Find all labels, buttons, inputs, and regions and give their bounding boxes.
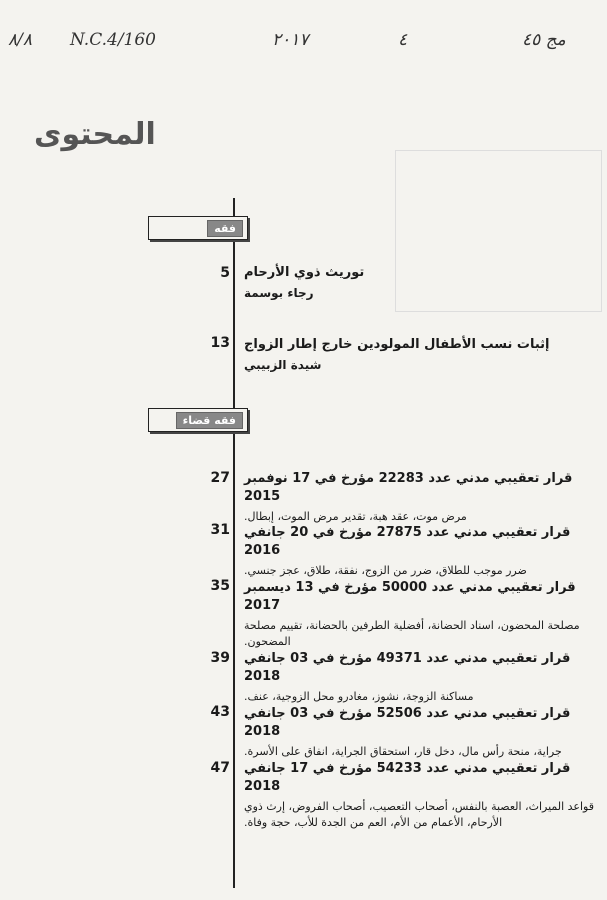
- entry-title: توريث ذوي الأرحام: [244, 265, 365, 280]
- entry-title: قرار تعقيبي مدني عدد 54233 مؤرخ في 17 جانفي 2018: [244, 761, 571, 794]
- entry-page-number: 13: [210, 335, 230, 351]
- entry-title: قرار تعقيبي مدني عدد 50000 مؤرخ في 13 ديسمبر 2017: [244, 580, 576, 613]
- entry-author: رجاء بوسمة: [244, 286, 314, 300]
- entry-keywords: ضرر موجب للطلاق، ضرر من الزوج، نفقة، طلاق، عجز جنسي.: [244, 564, 527, 577]
- section-tab-label: فقه: [207, 220, 243, 237]
- toc-entry[interactable]: [244, 579, 594, 650]
- toc-entry[interactable]: [244, 760, 594, 831]
- entry-title: قرار تعقيبي مدني عدد 27875 مؤرخ في 20 جانفي 2016: [244, 525, 571, 558]
- timeline-line: [233, 198, 235, 888]
- toc-entry[interactable]: [244, 705, 594, 760]
- handwritten-number: ٤: [398, 30, 408, 50]
- toc-entry[interactable]: [244, 264, 594, 300]
- toc-entry[interactable]: [244, 470, 594, 525]
- handwritten-year: ٢٠١٧: [272, 30, 309, 50]
- entry-title: قرار تعقيبي مدني عدد 22283 مؤرخ في 17 نوفمبر 2015: [244, 471, 573, 504]
- page-title: المحتوى: [34, 117, 156, 152]
- entry-page-number: 31: [210, 522, 230, 538]
- toc-entry[interactable]: [244, 336, 594, 372]
- entry-page-number: 5: [220, 265, 230, 281]
- entry-page-number: 43: [210, 704, 230, 720]
- toc-entry[interactable]: [244, 524, 594, 579]
- entry-page-number: 39: [210, 650, 230, 666]
- entry-keywords: مرض موت، عقد هبة، تقدير مرض الموت، إبطال.: [244, 510, 467, 523]
- entry-page-number: 35: [210, 578, 230, 594]
- entry-author: شيدة الزبيبي: [244, 358, 322, 372]
- entry-keywords: قواعد الميراث، العصبة بالنفس، أصحاب التعصيب، أصحاب الفروض، إرث ذوي الأرحام، الأعمام من الأم، العم من الجدة للأب، حجة وفاة.: [243, 800, 594, 829]
- handwritten-ref: N.C.4/160: [70, 30, 156, 50]
- section-tab-jurisprudence: [148, 408, 248, 432]
- entry-keywords: مساكنة الزوجة، نشوز، مغادرو محل الزوجية، عنف.: [244, 690, 474, 703]
- entry-page-number: 47: [210, 760, 230, 776]
- entry-title: قرار تعقيبي مدني عدد 52506 مؤرخ في 03 جانفي 2018: [244, 706, 571, 739]
- entry-title: إثبات نسب الأطفال المولودين خارج إطار الزواج: [244, 337, 550, 352]
- entry-keywords: جراية، منحة رأس مال، دخل قار، استحقاق الجراية، انفاق على الأسرة.: [244, 745, 562, 758]
- section-tab-label: فقه قضاء: [176, 412, 243, 429]
- handwritten-left: ۸/۸: [8, 30, 32, 50]
- entry-page-number: 27: [210, 470, 230, 486]
- handwritten-volume: مج ٤٥: [522, 30, 566, 50]
- toc-entry[interactable]: [244, 650, 594, 705]
- entry-title: قرار تعقيبي مدني عدد 49371 مؤرخ في 03 جانفي 2018: [244, 651, 571, 684]
- entry-keywords: مصلحة المحضون، اسناد الحضانة، أفضلية الطرفين بالحضانة، تقييم مصلحة المضحون.: [244, 619, 580, 648]
- section-tab-fiqh: [148, 216, 248, 240]
